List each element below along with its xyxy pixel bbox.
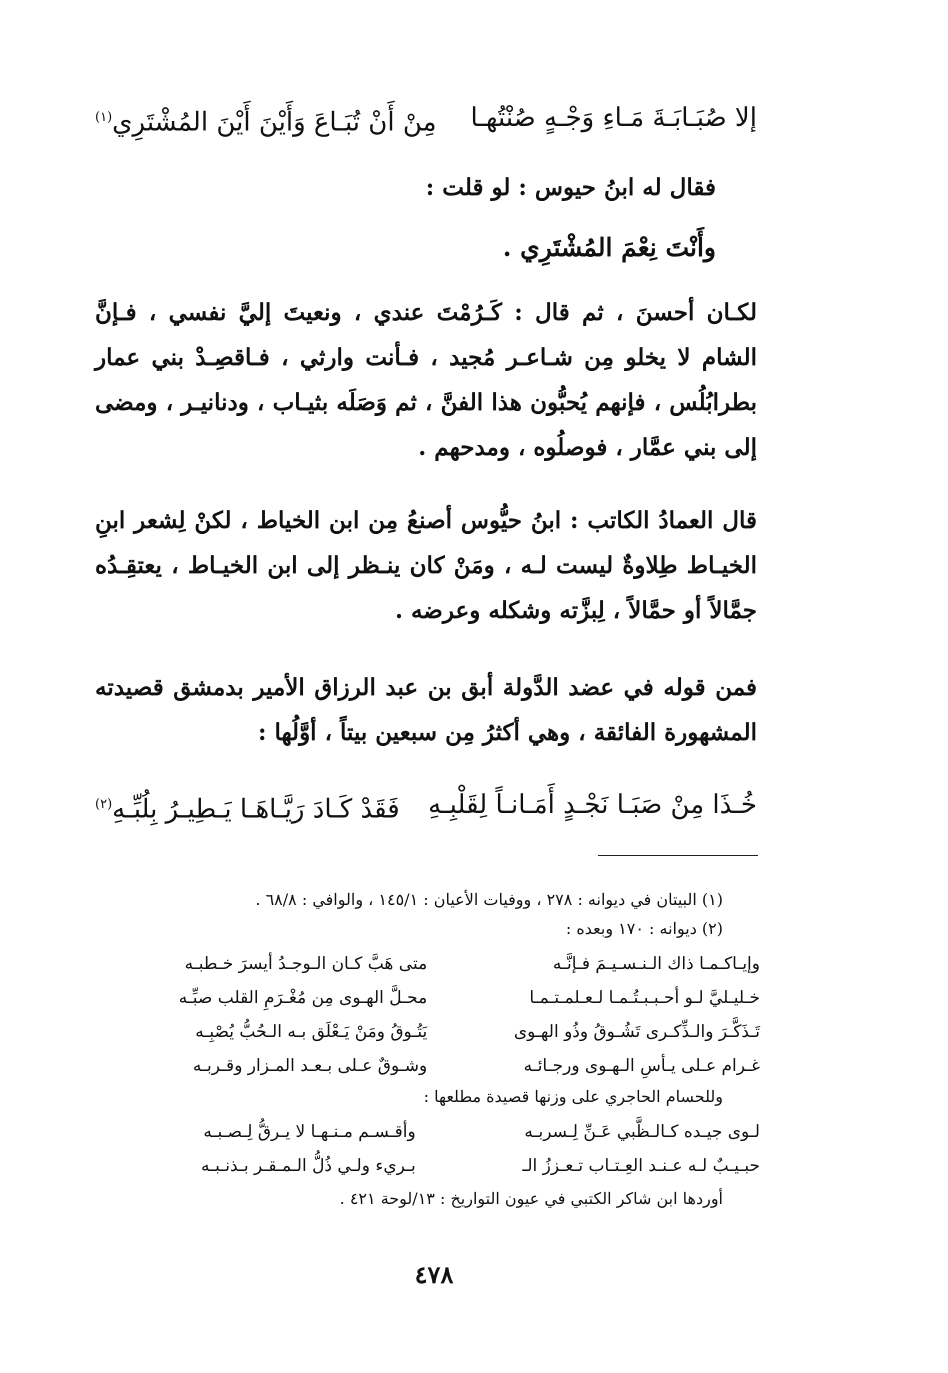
- footnote-separator: [598, 855, 758, 856]
- footnote-verse-first: وإيـاكـمـا ذاك الـنـسـيـمَ فـإنَّـه: [552, 954, 760, 974]
- footnote-verse-second: محـلَّ الهـوى مِن مُغْـرَمِ القلب صبِّـه: [178, 988, 428, 1008]
- footnote-4: أوردها ابن شاكر الكتبي في عيون التواريخ : ١٣/لوحة ٤٢١ .: [339, 1189, 723, 1208]
- footnote-ref-1: (١): [95, 110, 113, 125]
- footnote-verse: [120, 1050, 760, 1083]
- footnote-2: (٢) ديوانه : ١٧٠ وبعده :: [565, 919, 723, 938]
- verse2-first-hemistich: خُـذَا مِنْ صَبَـا نَجْـدٍ أَمَـانـاً لِقَلْبِـهِ: [428, 790, 757, 820]
- verse-first-hemistich: إلا صُبَـابَـةَ مَـاءِ وَجْـهٍ صُنْتُهـا: [470, 103, 757, 133]
- verse-second-hemistich: [95, 98, 437, 143]
- paragraph-1: لكـان أحسنَ ، ثم قال : كَـرُمْتَ عندي ، ونعيتَ إليَّ نفسي ، فـإنَّ الشام لا يخلو مِن شـاعـر مُجيد ، فـأنت وارثي ، فـاقصِـدْ بني عمار بطرابُلُس ، فإنهم يُحبُّون هذا الفنَّ ، ثم وَصَلَه بثيـاب ، ودنانيـر ، ومضى إلى بني عمَّار ، فوصلُوه ، ومدحهم .: [95, 299, 757, 461]
- paragraph-3: فمن قوله في عضد الدَّولة أبق بن عبد الرزاق الأمير بدمشق قصيدته المشهورة الفائقة ، وهي أكثرُ مِن سبعين بيتاً ، أوَّلُها :: [95, 674, 757, 746]
- footnote-verse: [98, 1150, 760, 1183]
- footnote-ref-2: (٢): [95, 797, 113, 812]
- footnote-verse-first: حبـيـبٌ لـه عـنـد العِـتـاب تـعـززُ الـ: [522, 1156, 760, 1176]
- paragraph-2: قال العمادُ الكاتب : ابنُ حيُّوس أصنعُ مِن ابن الخياط ، لكنْ لِشعر ابنِ الخيـاط طِلاوةٌ ليست لـه ، ومَنْ كان ينـظر إلى ابن الخيـاط ، يعتقِـدُه جمَّالاً أو حمَّالاً ، لِبزَّته وشكله وعرضه .: [95, 507, 757, 624]
- footnote-verse-second: متى هَبَّ كـان الـوجـدُ أيسرَ خـطبـه: [184, 954, 428, 974]
- footnote-verse-first: تَـذَكَّـرَ والـذِّكـرى تَشُـوقُ وذُو الهـوى: [513, 1022, 760, 1042]
- quoted-hemistich: وأَنْتَ نِعْمَ المُشْتَرِي .: [502, 233, 716, 262]
- footnote-verse-first: لـوى جيـده كـالـظَّبي عَـنِّ لِـسربـه: [524, 1122, 760, 1142]
- opening-verse: [95, 98, 757, 143]
- footnote-verse-first: خـليـليَّ لـو أحـبـبـتُـمـا لـعـلمـتـمـا: [529, 988, 760, 1008]
- verse2-second-text: فَقَدْ كَـادَ رَيَّـاهَـا يَـطِيـرُ بِلُبِّـهِ: [112, 794, 400, 825]
- footnote-verse: [120, 982, 760, 1015]
- footnote-verse-first: غـرام عـلى يـأسِ الـهـوى ورجـائـه: [523, 1056, 760, 1076]
- footnote-verse: [98, 1116, 760, 1149]
- verse-second-text: مِنْ أَنْ تُبَـاعَ وَأَيْنَ أَيْنَ المُشْتَرِي: [112, 107, 437, 138]
- footnote-verse-second: وأقـسـم مـنـهـا لا يـرقُّ لِـصـبـه: [203, 1122, 416, 1142]
- footnote-verse: [120, 948, 760, 981]
- footnote-verse-second: يَتُـوقُ ومَنْ يَـعْلَق بـه الـحُبُّ يُصْبِـه: [195, 1022, 428, 1042]
- footnote-1: (١) البيتان في ديوانه : ٢٧٨ ، ووفيات الأعيان : ١٤٥/١ ، والوافي : ٦٨/٨ .: [255, 890, 723, 909]
- page-number: ٤٧٨: [414, 1260, 454, 1289]
- footnote-verse-second: وشـوقٌ عـلى بـعـد المـزار وقـربـه: [192, 1056, 428, 1076]
- footnote-3: وللحسام الحاجري على وزنها قصيدة مطلعها :: [423, 1087, 723, 1106]
- second-verse: [95, 785, 757, 830]
- verse2-second-hemistich: [95, 785, 400, 830]
- narration-line: فقال له ابنُ حيوس : لو قلت :: [425, 174, 716, 201]
- footnote-verse: [120, 1016, 760, 1049]
- footnote-verse-second: بـريء ولـي ذُلُّ الـمـقـر بـذنـبـه: [201, 1156, 416, 1176]
